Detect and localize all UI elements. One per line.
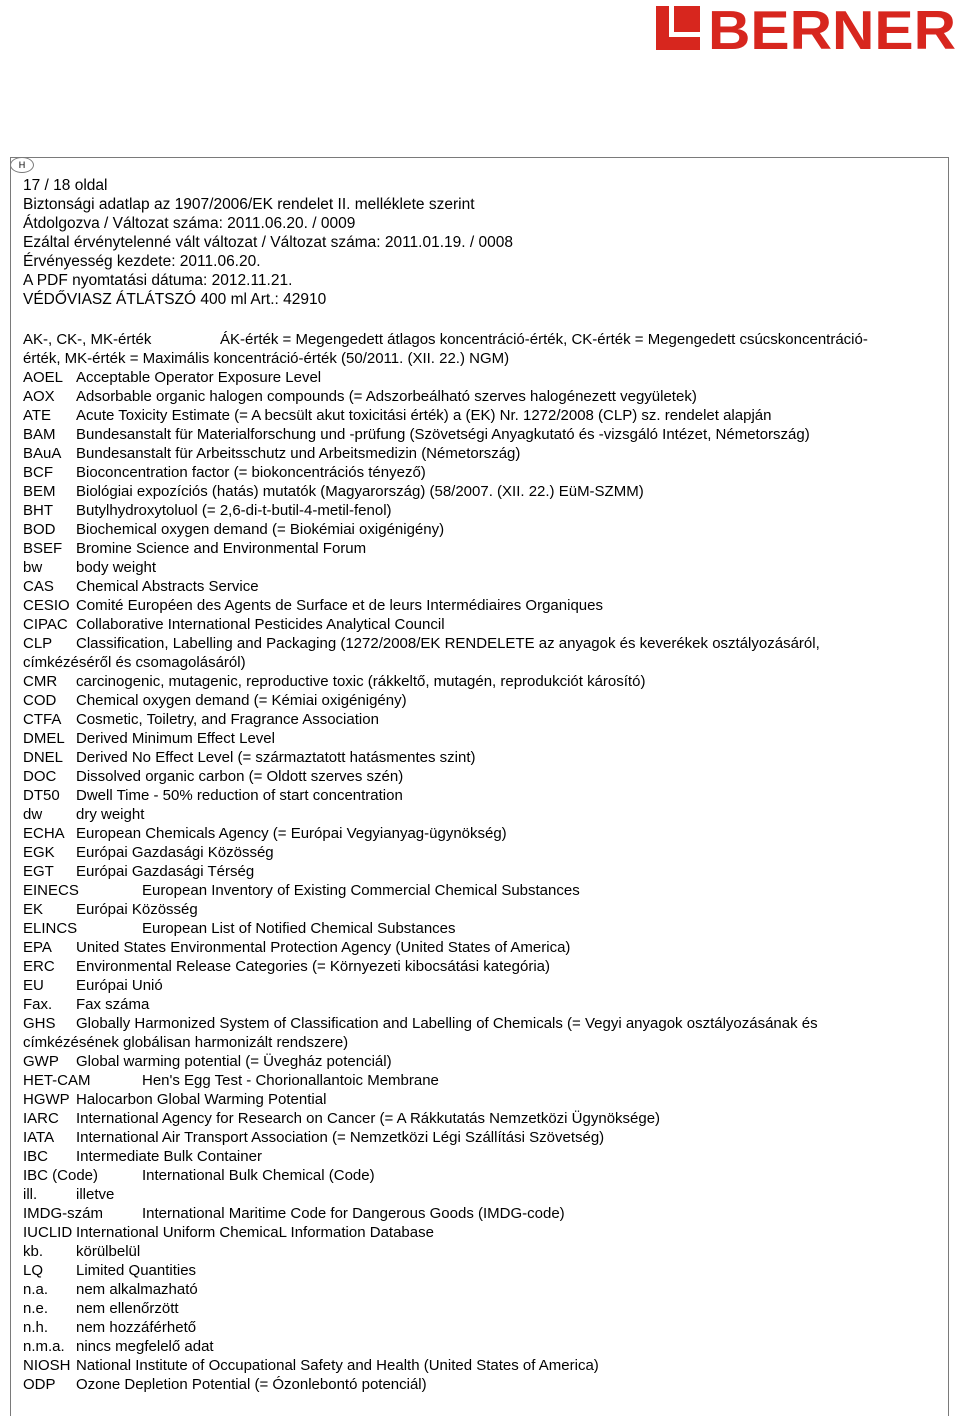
abbreviation-entry — [23, 482, 938, 501]
abbreviation-entry — [23, 1128, 938, 1147]
abbreviation-definition: International Bulk Chemical (Code) — [142, 1167, 375, 1184]
abbreviation-entry — [23, 425, 938, 444]
abbreviation-definition: Cosmetic, Toiletry, and Fragrance Association — [76, 711, 379, 728]
abbreviation-term: BCF — [23, 464, 53, 481]
abbreviation-entry — [23, 463, 938, 482]
abbreviation-term: n.a. — [23, 1281, 49, 1298]
abbreviation-definition: Butylhydroxytoluol (= 2,6-di-t-butil-4-metil-fenol) — [76, 502, 392, 519]
abbreviation-entry — [23, 1242, 938, 1261]
abbreviation-definition: dry weight — [76, 806, 145, 823]
abbreviation-definition: Derived No Effect Level (= származtatott hatásmentes szint) — [76, 749, 476, 766]
abbreviation-term: IMDG-szám — [23, 1205, 103, 1222]
berner-logo-mark — [656, 6, 700, 50]
abbreviation-definition: Bundesanstalt für Materialforschung und -prüfung (Szövetségi Anyagkutató és -vizsgáló Intézet, Németország) — [76, 426, 810, 443]
abbreviation-definition: Halocarbon Global Warming Potential — [76, 1091, 327, 1108]
abbreviation-entry — [23, 881, 938, 900]
abbreviation-term: GWP — [23, 1053, 59, 1070]
abbreviation-term: CESIO — [23, 597, 70, 614]
superseded-version-line: Ezáltal érvénytelenné vált változat / Változat száma: 2011.01.19. / 0008 — [23, 234, 513, 251]
abbreviation-term: ATE — [23, 407, 52, 424]
abbreviation-term: dw — [23, 806, 43, 823]
abbreviation-definition: Biológiai expozíciós (hatás) mutatók (Magyarország) (58/2007. (XII. 22.) EüM-SZMM) — [76, 483, 644, 500]
abbreviation-entry — [23, 1185, 938, 1204]
abbreviation-definition: carcinogenic, mutagenic, reproductive toxic (rákkeltő, mutagén, reprodukciót károsító) — [76, 673, 646, 690]
abbreviation-term: DMEL — [23, 730, 65, 747]
abbreviation-term: GHS — [23, 1015, 56, 1032]
abbreviation-entry — [23, 900, 938, 919]
abbreviation-entry — [23, 1204, 938, 1223]
abbreviation-entry — [23, 1223, 938, 1242]
abbreviation-entry — [23, 596, 938, 615]
abbreviation-entry — [23, 1166, 938, 1185]
abbreviation-definition: nem alkalmazható — [76, 1281, 198, 1298]
abbreviation-term: n.h. — [23, 1319, 49, 1336]
abbreviation-entry — [23, 387, 938, 406]
abbreviation-definition: Globally Harmonized System of Classification and Labelling of Chemicals (= Vegyi anyagok osztályozásának és — [76, 1015, 818, 1032]
language-badge: H — [10, 157, 34, 173]
abbreviation-entry — [23, 843, 938, 862]
abbreviation-definition: Acceptable Operator Exposure Level — [76, 369, 322, 386]
abbreviation-entry — [23, 710, 938, 729]
abbreviation-term: HET-CAM — [23, 1072, 91, 1089]
abbreviation-entry — [23, 1375, 938, 1394]
abbreviation-definition: body weight — [76, 559, 157, 576]
abbreviation-entry — [23, 805, 938, 824]
abbreviation-term: CIPAC — [23, 616, 68, 633]
abbreviation-definition: Fax száma — [76, 996, 150, 1013]
abbreviation-entry — [23, 957, 938, 976]
abbreviation-continuation: címkézéséről és csomagolásáról) — [23, 654, 246, 671]
abbreviation-term: ODP — [23, 1376, 56, 1393]
abbreviation-entry — [23, 1071, 938, 1090]
abbreviation-term: IARC — [23, 1110, 59, 1127]
abbreviation-definition: nem ellenőrzött — [76, 1300, 179, 1317]
abbreviation-term: IBC (Code) — [23, 1167, 99, 1184]
abbreviation-definition: European Chemicals Agency (= Európai Vegyianyag-ügynökség) — [76, 825, 507, 842]
abbreviation-definition: Európai Unió — [76, 977, 163, 994]
abbreviation-entry — [23, 1109, 938, 1128]
abbreviation-definition: Classification, Labelling and Packaging (1272/2008/EK RENDELETE az anyagok és keverékek osztályozásáról, — [76, 635, 820, 652]
abbreviation-entry — [23, 577, 938, 596]
abbreviation-entry — [23, 976, 938, 995]
abbreviation-entry — [23, 729, 938, 748]
abbreviation-definition: ÁK-érték = Megengedett átlagos koncentráció-érték, CK-érték = Megengedett csúcskoncentráció- — [220, 331, 868, 348]
abbreviation-definition: Global warming potential (= Üvegház potenciál) — [76, 1053, 392, 1070]
abbreviation-term: LQ — [23, 1262, 44, 1279]
abbreviation-definition: Acute Toxicity Estimate (= A becsült akut toxicitási érték) a (EK) Nr. 1272/2008 (CLP) sz. rendelet alapján — [76, 407, 772, 424]
product-name-line: VÉDŐVIASZ ÁTLÁTSZÓ 400 ml Art.: 42910 — [23, 291, 327, 308]
abbreviation-definition: Adsorbable organic halogen compounds (= Adszorbeálható szerves halogénezett vegyületek) — [76, 388, 697, 405]
abbreviation-term: IUCLID — [23, 1224, 73, 1241]
abbreviation-term: BHT — [23, 502, 53, 519]
abbreviation-term: bw — [23, 559, 43, 576]
abbreviation-definition: Európai Gazdasági Térség — [76, 863, 255, 880]
abbreviation-definition: illetve — [76, 1186, 115, 1203]
validity-date-line: Érvényesség kezdete: 2011.06.20. — [23, 253, 261, 270]
abbreviation-entry — [23, 520, 938, 539]
abbreviation-term: ECHA — [23, 825, 65, 842]
abbreviation-term: kb. — [23, 1243, 44, 1260]
abbreviation-entry — [23, 1147, 938, 1166]
abbreviation-term: AOX — [23, 388, 55, 405]
abbreviation-term: AK-, CK-, MK-érték — [23, 331, 152, 348]
abbreviation-term: BOD — [23, 521, 56, 538]
abbreviation-term: n.m.a. — [23, 1338, 65, 1355]
abbreviation-term: n.e. — [23, 1300, 49, 1317]
abbreviation-entry — [23, 1356, 938, 1375]
abbreviation-definition: Dissolved organic carbon (= Oldott szerves szén) — [76, 768, 404, 785]
abbreviation-definition: Derived Minimum Effect Level — [76, 730, 275, 747]
abbreviation-entry — [23, 767, 938, 786]
abbreviation-entry — [23, 501, 938, 520]
berner-logo — [656, 4, 958, 52]
abbreviation-entry — [23, 615, 938, 634]
abbreviation-entry — [23, 539, 938, 558]
abbreviation-entry — [23, 919, 938, 938]
abbreviation-entry — [23, 1052, 938, 1071]
abbreviation-term: ill. — [23, 1186, 38, 1203]
abbreviation-term: IATA — [23, 1129, 55, 1146]
sds-regulation-line: Biztonsági adatlap az 1907/2006/EK rendelet II. melléklete szerint — [23, 196, 475, 213]
abbreviation-term: CAS — [23, 578, 54, 595]
abbreviation-definition: nincs megfelelő adat — [76, 1338, 214, 1355]
abbreviation-term: BAM — [23, 426, 56, 443]
abbreviation-term: CTFA — [23, 711, 62, 728]
abbreviation-definition: Intermediate Bulk Container — [76, 1148, 262, 1165]
abbreviation-term: CLP — [23, 635, 53, 652]
abbreviation-entry — [23, 1337, 938, 1356]
abbreviation-term: Fax. — [23, 996, 53, 1013]
abbreviation-definition: nem hozzáférhető — [76, 1319, 197, 1336]
abbreviation-term: ELINCS — [23, 920, 78, 937]
abbreviation-entry — [23, 672, 938, 691]
abbreviation-term: EGT — [23, 863, 54, 880]
abbreviation-definition: Chemical oxygen demand (= Kémiai oxigénigény) — [76, 692, 407, 709]
abbreviation-term: DT50 — [23, 787, 60, 804]
abbreviation-term: EK — [23, 901, 44, 918]
abbreviation-term: EGK — [23, 844, 55, 861]
abbreviation-term: BSEF — [23, 540, 63, 557]
abbreviation-definition: Ozone Depletion Potential (= Ózonlebontó potenciál) — [76, 1376, 427, 1393]
print-date-line: A PDF nyomtatási dátuma: 2012.11.21. — [23, 272, 293, 289]
abbreviation-definition: Európai Gazdasági Közösség — [76, 844, 274, 861]
abbreviation-definition: Dwell Time - 50% reduction of start concentration — [76, 787, 403, 804]
abbreviation-entry — [23, 406, 938, 425]
abbreviation-entry — [23, 1090, 938, 1109]
abbreviation-definition: Hen's Egg Test - Chorionallantoic Membrane — [142, 1072, 439, 1089]
berner-logo-text: BERNER — [708, 4, 956, 52]
abbreviation-term: CMR — [23, 673, 58, 690]
abbreviation-continuation: címkézésének globálisan harmonizált rendszere) — [23, 1034, 349, 1051]
document-header — [23, 176, 513, 309]
abbreviation-entry — [23, 748, 938, 767]
abbreviation-entry — [23, 368, 938, 387]
abbreviation-entry — [23, 824, 938, 843]
abbreviation-definition: United States Environmental Protection Agency (United States of America) — [76, 939, 571, 956]
abbreviation-entry — [23, 1261, 938, 1280]
abbreviation-definition: Environmental Release Categories (= Környezeti kibocsátási kategória) — [76, 958, 550, 975]
abbreviation-term: DOC — [23, 768, 57, 785]
abbreviation-definition: International Agency for Research on Cancer (= A Rákkutatás Nemzetközi Ügynöksége) — [76, 1110, 661, 1127]
abbreviation-definition: International Maritime Code for Dangerous Goods (IMDG-code) — [142, 1205, 565, 1222]
abbreviation-definition: International Uniform ChemicaL Information Database — [76, 1224, 434, 1241]
abbreviation-definition: International Air Transport Association (= Nemzetközi Légi Szállítási Szövetség) — [76, 1129, 605, 1146]
abbreviation-entry — [23, 1318, 938, 1337]
abbreviation-entry — [23, 634, 938, 653]
abbreviation-entry — [23, 558, 938, 577]
abbreviation-term: EU — [23, 977, 44, 994]
abbreviation-entry — [23, 330, 938, 349]
abbreviation-entry — [23, 1299, 938, 1318]
abbreviation-definition: Bromine Science and Environmental Forum — [76, 540, 367, 557]
abbreviation-term: IBC — [23, 1148, 49, 1165]
abbreviation-definition: Bundesanstalt für Arbeitsschutz und Arbeitsmedizin (Németország) — [76, 445, 521, 462]
abbreviation-definition: Bioconcentration factor (= biokoncentrációs tényező) — [76, 464, 426, 481]
abbreviation-entry — [23, 444, 938, 463]
abbreviation-entry — [23, 1280, 938, 1299]
abbreviation-definition: National Institute of Occupational Safety and Health (United States of America) — [76, 1357, 599, 1374]
abbreviation-continuation: érték, MK-érték = Maximális koncentráció-érték (50/2011. (XII. 22.) NGM) — [23, 350, 510, 367]
abbreviation-entry — [23, 786, 938, 805]
abbreviation-definition: Collaborative International Pesticides Analytical Council — [76, 616, 445, 633]
page-number: 17 / 18 oldal — [23, 177, 108, 194]
revision-line: Átdolgozva / Változat száma: 2011.06.20. / 0009 — [23, 215, 356, 232]
abbreviation-term: NIOSH — [23, 1357, 71, 1374]
abbreviation-term: HGWP — [23, 1091, 70, 1108]
abbreviation-entry — [23, 1014, 938, 1033]
abbreviation-term: AOEL — [23, 369, 64, 386]
abbreviation-definition: Európai Közösség — [76, 901, 198, 918]
abbreviation-definition: Limited Quantities — [76, 1262, 197, 1279]
abbreviation-term: EPA — [23, 939, 52, 956]
abbreviation-definition: Biochemical oxygen demand (= Biokémiai oxigénigény) — [76, 521, 445, 538]
abbreviation-term: EINECS — [23, 882, 79, 899]
abbreviation-definition: Comité Européen des Agents de Surface et de leurs Intermédiaires Organiques — [76, 597, 603, 614]
abbreviation-entry — [23, 862, 938, 881]
abbreviation-list — [23, 330, 938, 1394]
abbreviation-term: BAuA — [23, 445, 62, 462]
abbreviation-entry — [23, 938, 938, 957]
abbreviation-term: DNEL — [23, 749, 64, 766]
abbreviation-entry — [23, 995, 938, 1014]
abbreviation-term: ERC — [23, 958, 55, 975]
abbreviation-definition: Chemical Abstracts Service — [76, 578, 259, 595]
abbreviation-term: BEM — [23, 483, 56, 500]
abbreviation-definition: European Inventory of Existing Commercial Chemical Substances — [142, 882, 580, 899]
abbreviation-definition: körülbelül — [76, 1243, 141, 1260]
abbreviation-term: COD — [23, 692, 57, 709]
abbreviation-entry — [23, 691, 938, 710]
abbreviation-definition: European List of Notified Chemical Substances — [142, 920, 456, 937]
